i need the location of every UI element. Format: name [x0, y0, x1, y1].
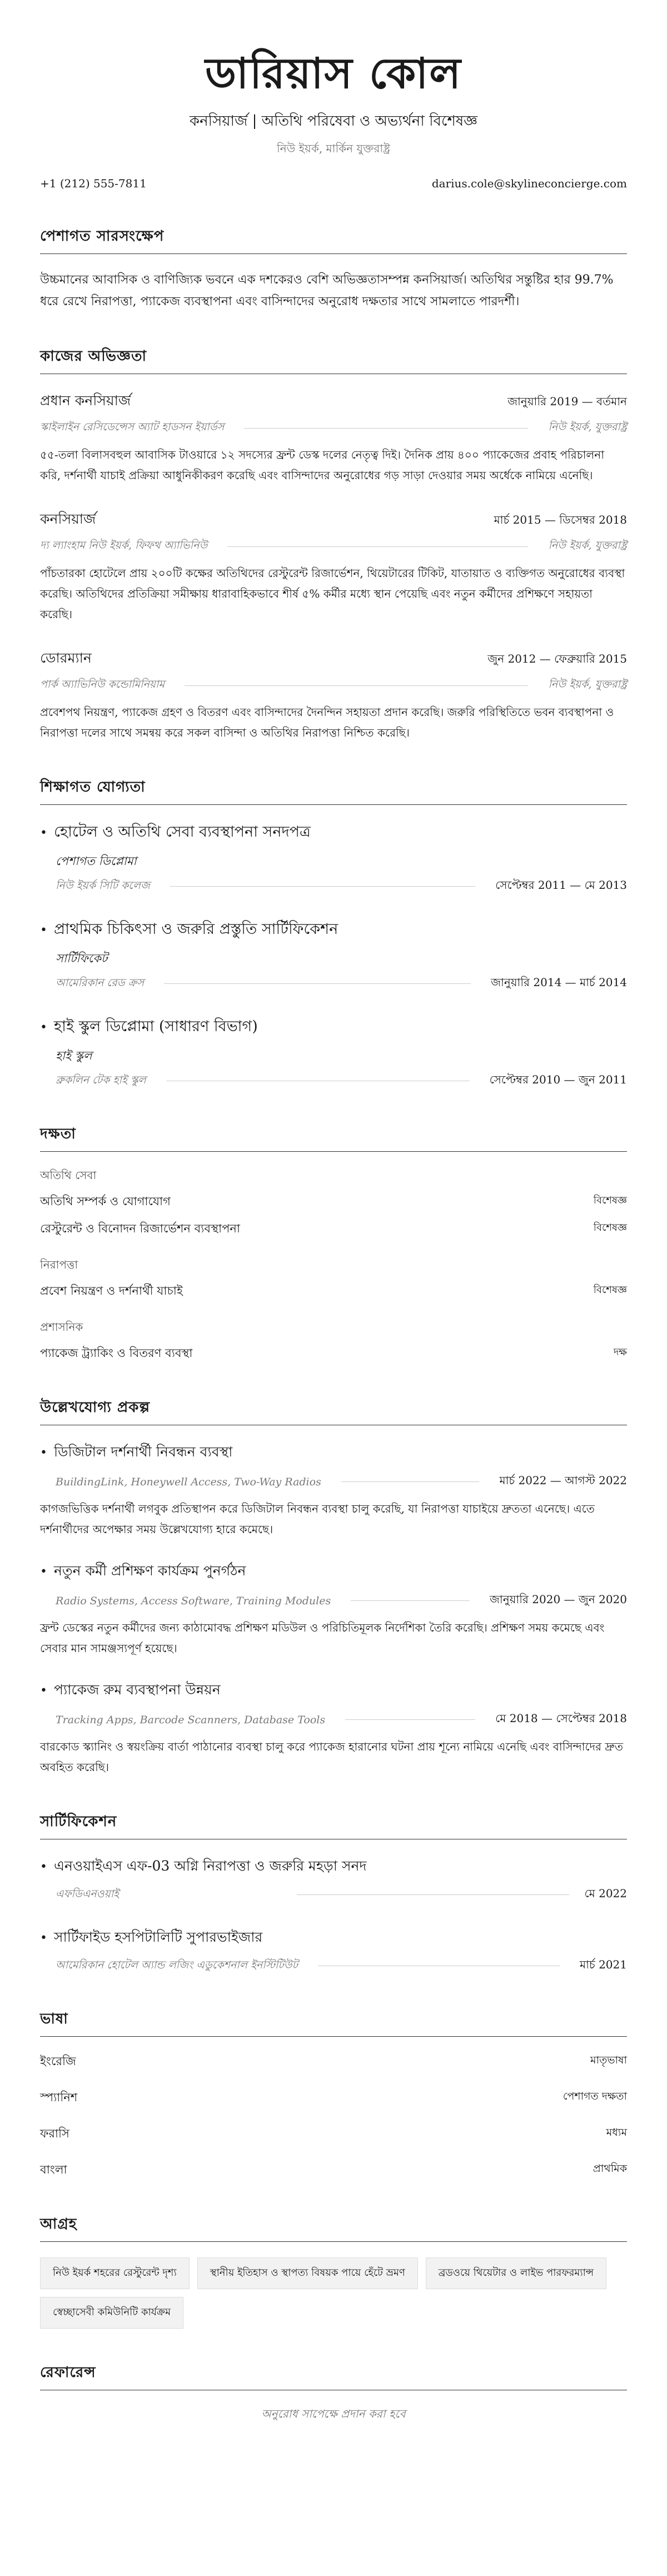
skill-category: অতিথি সেবা: [40, 1168, 97, 1182]
divider: [227, 546, 528, 547]
education-school: নিউ ইয়র্ক সিটি কলেজ: [56, 879, 150, 892]
skill-name: রেস্টুরেন্ট ও বিনোদন রিজার্ভেশন ব্যবস্থাপনা: [40, 1222, 240, 1236]
bullet-icon: •: [40, 1860, 47, 1874]
project-tech: Tracking Apps, Barcode Scanners, Database Tools: [56, 1713, 326, 1726]
skill-category: নিরাপত্তা: [40, 1258, 78, 1272]
job-description: পাঁচতারকা হোটেলে প্রায় ২০০টি কক্ষের অতিথিদের রেস্টুরেন্ট রিজার্ভেশন, থিয়েটারের টিকিট, যাতায়াত ও ব্যক্তিগত অনুরোধের ব্যবস্থা করেছি। অতিথিদের প্রতিক্রিয়া সমীক্ষায় ধারাবাহিকভাবে শীর্ষ ৫% কর্মীর মধ্যে স্থান পেয়েছি এবং নতুন কর্মীদের প্রশিক্ষণে সহায়তা করেছি।: [40, 566, 625, 621]
bullet-icon: •: [40, 1565, 47, 1579]
job-entry: [40, 647, 627, 743]
education-title: প্রাথমিক চিকিৎসা ও জরুরি প্রস্তুতি সার্টিফিকেশন: [53, 921, 339, 938]
education-degree: সার্টিফিকেট: [56, 952, 108, 966]
language-name: বাংলা: [40, 2163, 67, 2177]
skill-name: অতিথি সম্পর্ক ও যোগাযোগ: [40, 1195, 171, 1209]
education-school: ব্রুকলিন টেক হাই স্কুল: [56, 1073, 146, 1086]
project-title: নতুন কর্মী প্রশিক্ষণ কার্যক্রম পুনর্গঠন: [53, 1563, 246, 1579]
candidate-name: ডারিয়াস কোল: [205, 48, 462, 98]
section-title: পেশাগত সারসংক্ষেপ: [40, 225, 627, 254]
job-date: জানুয়ারি 2019 — বর্তমান: [507, 395, 627, 409]
certification-title: এনওয়াইএস এফ-03 অগ্নি নিরাপত্তা ও জরুরি মহড়া সনদ: [53, 1858, 367, 1874]
skill-name: প্রবেশ নিয়ন্ত্রণ ও দর্শনার্থী যাচাই: [40, 1284, 183, 1298]
language-level: প্রাথমিক: [593, 2162, 627, 2175]
divider: [351, 1600, 470, 1601]
education-entry: [40, 1015, 627, 1090]
summary-section: [40, 225, 627, 312]
education-entry: [40, 918, 627, 993]
language-name: স্প্যানিশ: [40, 2091, 78, 2105]
education-date: জানুয়ারি 2014 — মার্চ 2014: [491, 976, 627, 989]
skill-level: বিশেষজ্ঞ: [593, 1195, 627, 1207]
skill-group: [40, 1319, 627, 1364]
job-location: নিউ ইয়র্ক, যুক্তরাষ্ট্র: [548, 678, 627, 691]
candidate-location: নিউ ইয়র্ক, মার্কিন যুক্তরাষ্ট্র: [277, 142, 390, 156]
job-company: দ্য ল্যাংহাম নিউ ইয়র্ক, ফিফথ অ্যাভিনিউ: [40, 539, 208, 552]
bullet-icon: •: [40, 1931, 47, 1946]
section-title: দক্ষতা: [40, 1122, 627, 1152]
skill-group: [40, 1167, 627, 1239]
section-title: শিক্ষাগত যোগ্যতা: [40, 775, 627, 805]
interest-tag: নিউ ইয়র্ক শহরের রেস্টুরেন্ট দৃশ্য: [40, 2257, 190, 2289]
skill-level: বিশেষজ্ঞ: [593, 1222, 627, 1234]
bullet-icon: •: [40, 826, 47, 841]
bullet-icon: •: [40, 1684, 47, 1698]
education-school: আমেরিকান রেড ক্রস: [56, 976, 145, 989]
job-location: নিউ ইয়র্ক, যুক্তরাষ্ট্র: [548, 421, 627, 434]
section-title: কাজের অভিজ্ঞতা: [40, 345, 627, 374]
job-date: মার্চ 2015 — ডিসেম্বর 2018: [494, 513, 627, 527]
skill-row: [40, 1282, 627, 1301]
education-title: হাই স্কুল ডিপ্লোমা (সাধারণ বিভাগ): [53, 1018, 258, 1036]
phone-number[interactable]: +1 (212) 555-7811: [40, 177, 147, 191]
references-section: [40, 2361, 627, 2424]
skill-category: প্রশাসনিক: [40, 1320, 83, 1334]
job-company: পার্ক অ্যাভিনিউ কন্ডোমিনিয়াম: [40, 678, 165, 691]
interest-tag: ব্রডওয়ে থিয়েটার ও লাইভ পারফরম্যান্স: [426, 2257, 606, 2289]
project-entry: [40, 1441, 627, 1540]
education-title: হোটেল ও অতিথি সেবা ব্যবস্থাপনা সনদপত্র: [53, 823, 311, 841]
interest-tag: স্থানীয় ইতিহাস ও স্থাপত্য বিষয়ক পায়ে হেঁটে ভ্রমণ: [197, 2257, 418, 2289]
interest-tag: স্বেচ্ছাসেবী কমিউনিটি কার্যক্রম: [40, 2297, 183, 2329]
project-tech: BuildingLink, Honeywell Access, Two-Way Radios: [56, 1475, 321, 1488]
bullet-icon: •: [40, 923, 47, 938]
skills-section: [40, 1122, 627, 1364]
language-level: মধ্যম: [606, 2126, 627, 2139]
section-title: রেফারেন্স: [40, 2361, 627, 2390]
certification-date: মার্চ 2021: [580, 1958, 627, 1972]
skill-row: [40, 1192, 627, 1212]
project-entry: [40, 1679, 627, 1778]
certifications-section: [40, 1810, 627, 1975]
project-date: জানুয়ারি 2020 — জুন 2020: [490, 1593, 627, 1607]
divider: [341, 1481, 480, 1482]
project-description: বারকোড স্ক্যানিং ও স্বয়ংক্রিয় বার্তা পাঠানোর ব্যবস্থা চালু করে প্যাকেজ হারানোর ঘটনা প্রায় শূন্যে নামিয়ে এনেছি এবং বাসিন্দাদের দ্রুত অবহিত করেছি।: [40, 1740, 624, 1774]
job-company: স্কাইলাইন রেসিডেন্সেস অ্যাট হাডসন ইয়ার্ডস: [40, 421, 225, 434]
section-title: আগ্রহ: [40, 2212, 627, 2242]
bullet-icon: •: [40, 1021, 47, 1035]
projects-section: [40, 1396, 627, 1778]
project-date: মার্চ 2022 — আগস্ট 2022: [499, 1474, 627, 1488]
interest-tags: [40, 2257, 627, 2329]
job-entry: [40, 390, 627, 486]
certification-title: সার্টিফাইড হসপিটালিটি সুপারভাইজার: [53, 1929, 263, 1946]
education-date: সেপ্টেম্বর 2011 — মে 2013: [495, 878, 627, 892]
email-address[interactable]: darius.cole@skylineconcierge.com: [431, 177, 627, 191]
divider: [185, 685, 528, 686]
education-date: সেপ্টেম্বর 2010 — জুন 2011: [489, 1073, 627, 1087]
references-note: অনুরোধ সাপেক্ষে প্রদান করা হবে: [261, 2407, 406, 2421]
education-section: [40, 775, 627, 1090]
skill-row: [40, 1220, 627, 1239]
education-degree: পেশাগত ডিপ্লোমা: [56, 854, 137, 868]
section-title: ভাষা: [40, 2007, 627, 2037]
job-location: নিউ ইয়র্ক, যুক্তরাষ্ট্র: [548, 539, 627, 552]
languages-section: [40, 2007, 627, 2180]
education-entry: [40, 820, 627, 896]
summary-text: উচ্চমানের আবাসিক ও বাণিজ্যিক ভবনে এক দশকেরও বেশি অভিজ্ঞতাসম্পন্ন কনসিয়ার্জ। অতিথির সন্তুষ্টির হার 99.7% ধরে রেখে নিরাপত্তা, প্যাকেজ ব্যবস্থাপনা এবং বাসিন্দাদের অনুরোধ দক্ষতার সাথে সামলাতে পারদর্শী।: [40, 273, 614, 309]
divider: [164, 983, 471, 984]
education-degree: হাই স্কুল: [56, 1049, 92, 1063]
job-title: কনসিয়ার্জ: [40, 511, 96, 528]
skill-level: বিশেষজ্ঞ: [593, 1284, 627, 1296]
project-title: ডিজিটাল দর্শনার্থী নিবন্ধন ব্যবস্থা: [53, 1444, 233, 1460]
job-title: ডোরম্যান: [40, 650, 92, 667]
skill-group: [40, 1257, 627, 1301]
language-row: [40, 2088, 627, 2108]
job-title: প্রধান কনসিয়ার্জ: [40, 392, 131, 409]
certification-issuer: এফডিএনওয়াই: [56, 1887, 120, 1900]
job-date: জুন 2012 — ফেব্রুয়ারি 2015: [487, 652, 627, 666]
section-title: উল্লেখযোগ্য প্রকল্প: [40, 1396, 627, 1425]
resume-header: [40, 49, 627, 190]
contact-row: [40, 177, 627, 190]
language-name: ইংরেজি: [40, 2055, 76, 2068]
language-level: পেশাগত দক্ষতা: [563, 2090, 627, 2103]
language-level: মাতৃভাষা: [590, 2054, 627, 2067]
project-entry: [40, 1560, 627, 1659]
certification-issuer: আমেরিকান হোটেল অ্যান্ড লজিং এডুকেশনাল ইনস্টিটিউট: [56, 1958, 298, 1971]
job-description: প্রবেশপথ নিয়ন্ত্রণ, প্যাকেজ গ্রহণ ও বিতরণ এবং বাসিন্দাদের দৈনন্দিন সহায়তা প্রদান করেছি। জরুরি পরিস্থিতিতে ভবন ব্যবস্থাপনা ও নিরাপত্তা দলের সাথে সমন্বয় করে সকল বাসিন্দা ও অতিথির নিরাপত্তা নিশ্চিত করেছি।: [40, 705, 614, 740]
skill-name: প্যাকেজ ট্র্যাকিং ও বিতরণ ব্যবস্থা: [40, 1346, 193, 1360]
language-name: ফরাসি: [40, 2127, 69, 2141]
job-description: ৫৫-তলা বিলাসবহুল আবাসিক টাওয়ারে ১২ সদস্যের ফ্রন্ট ডেস্ক দলের নেতৃত্ব দিই। দৈনিক প্রায় ৪০০ প্যাকেজের প্রবাহ পরিচালনা করি, দর্শনার্থী যাচাই প্রক্রিয়া আধুনিকীকরণ করেছি এবং বাসিন্দাদের অনুরোধের গড় সাড়া দেওয়ার সময় অর্ধেকে নামিয়ে এনেছি।: [40, 448, 605, 483]
language-row: [40, 2161, 627, 2180]
project-title: প্যাকেজ রুম ব্যবস্থাপনা উন্নয়ন: [53, 1682, 221, 1698]
project-description: কাগজভিত্তিক দর্শনার্থী লগবুক প্রতিস্থাপন করে ডিজিটাল নিবন্ধন ব্যবস্থা চালু করেছি, যা নিরাপত্তা যাচাইয়ে দ্রুততা এনেছে। এতে দর্শনার্থীদের অপেক্ষার সময় উল্লেখযোগ্য হারে কমেছে।: [40, 1502, 595, 1536]
language-row: [40, 2125, 627, 2144]
certification-date: মে 2022: [584, 1887, 627, 1901]
job-entry: [40, 508, 627, 625]
project-tech: Radio Systems, Access Software, Training Modules: [56, 1594, 331, 1607]
interests-section: [40, 2212, 627, 2329]
project-date: মে 2018 — সেপ্টেম্বর 2018: [495, 1712, 627, 1725]
section-title: সার্টিফিকেশন: [40, 1810, 627, 1839]
certification-entry: [40, 1926, 627, 1975]
skill-row: [40, 1344, 627, 1364]
bullet-icon: •: [40, 1446, 47, 1460]
divider: [170, 886, 475, 887]
experience-section: [40, 345, 627, 743]
language-row: [40, 2052, 627, 2072]
candidate-headline: কনসিয়ার্জ | অতিথি পরিষেবা ও অভ্যর্থনা বিশেষজ্ঞ: [189, 113, 478, 130]
divider: [244, 428, 528, 429]
skill-level: দক্ষ: [613, 1346, 627, 1359]
divider: [297, 1894, 569, 1895]
project-description: ফ্রন্ট ডেস্কের নতুন কর্মীদের জন্য কাঠামোবদ্ধ প্রশিক্ষণ মডিউল ও পরিচিতিমূলক নির্দেশিকা তৈরি করেছি। প্রশিক্ষণ সময় কমেছে এবং সেবার মান সামঞ্জস্যপূর্ণ হয়েছে।: [40, 1621, 605, 1655]
certification-entry: [40, 1855, 627, 1904]
divider: [345, 1719, 475, 1720]
